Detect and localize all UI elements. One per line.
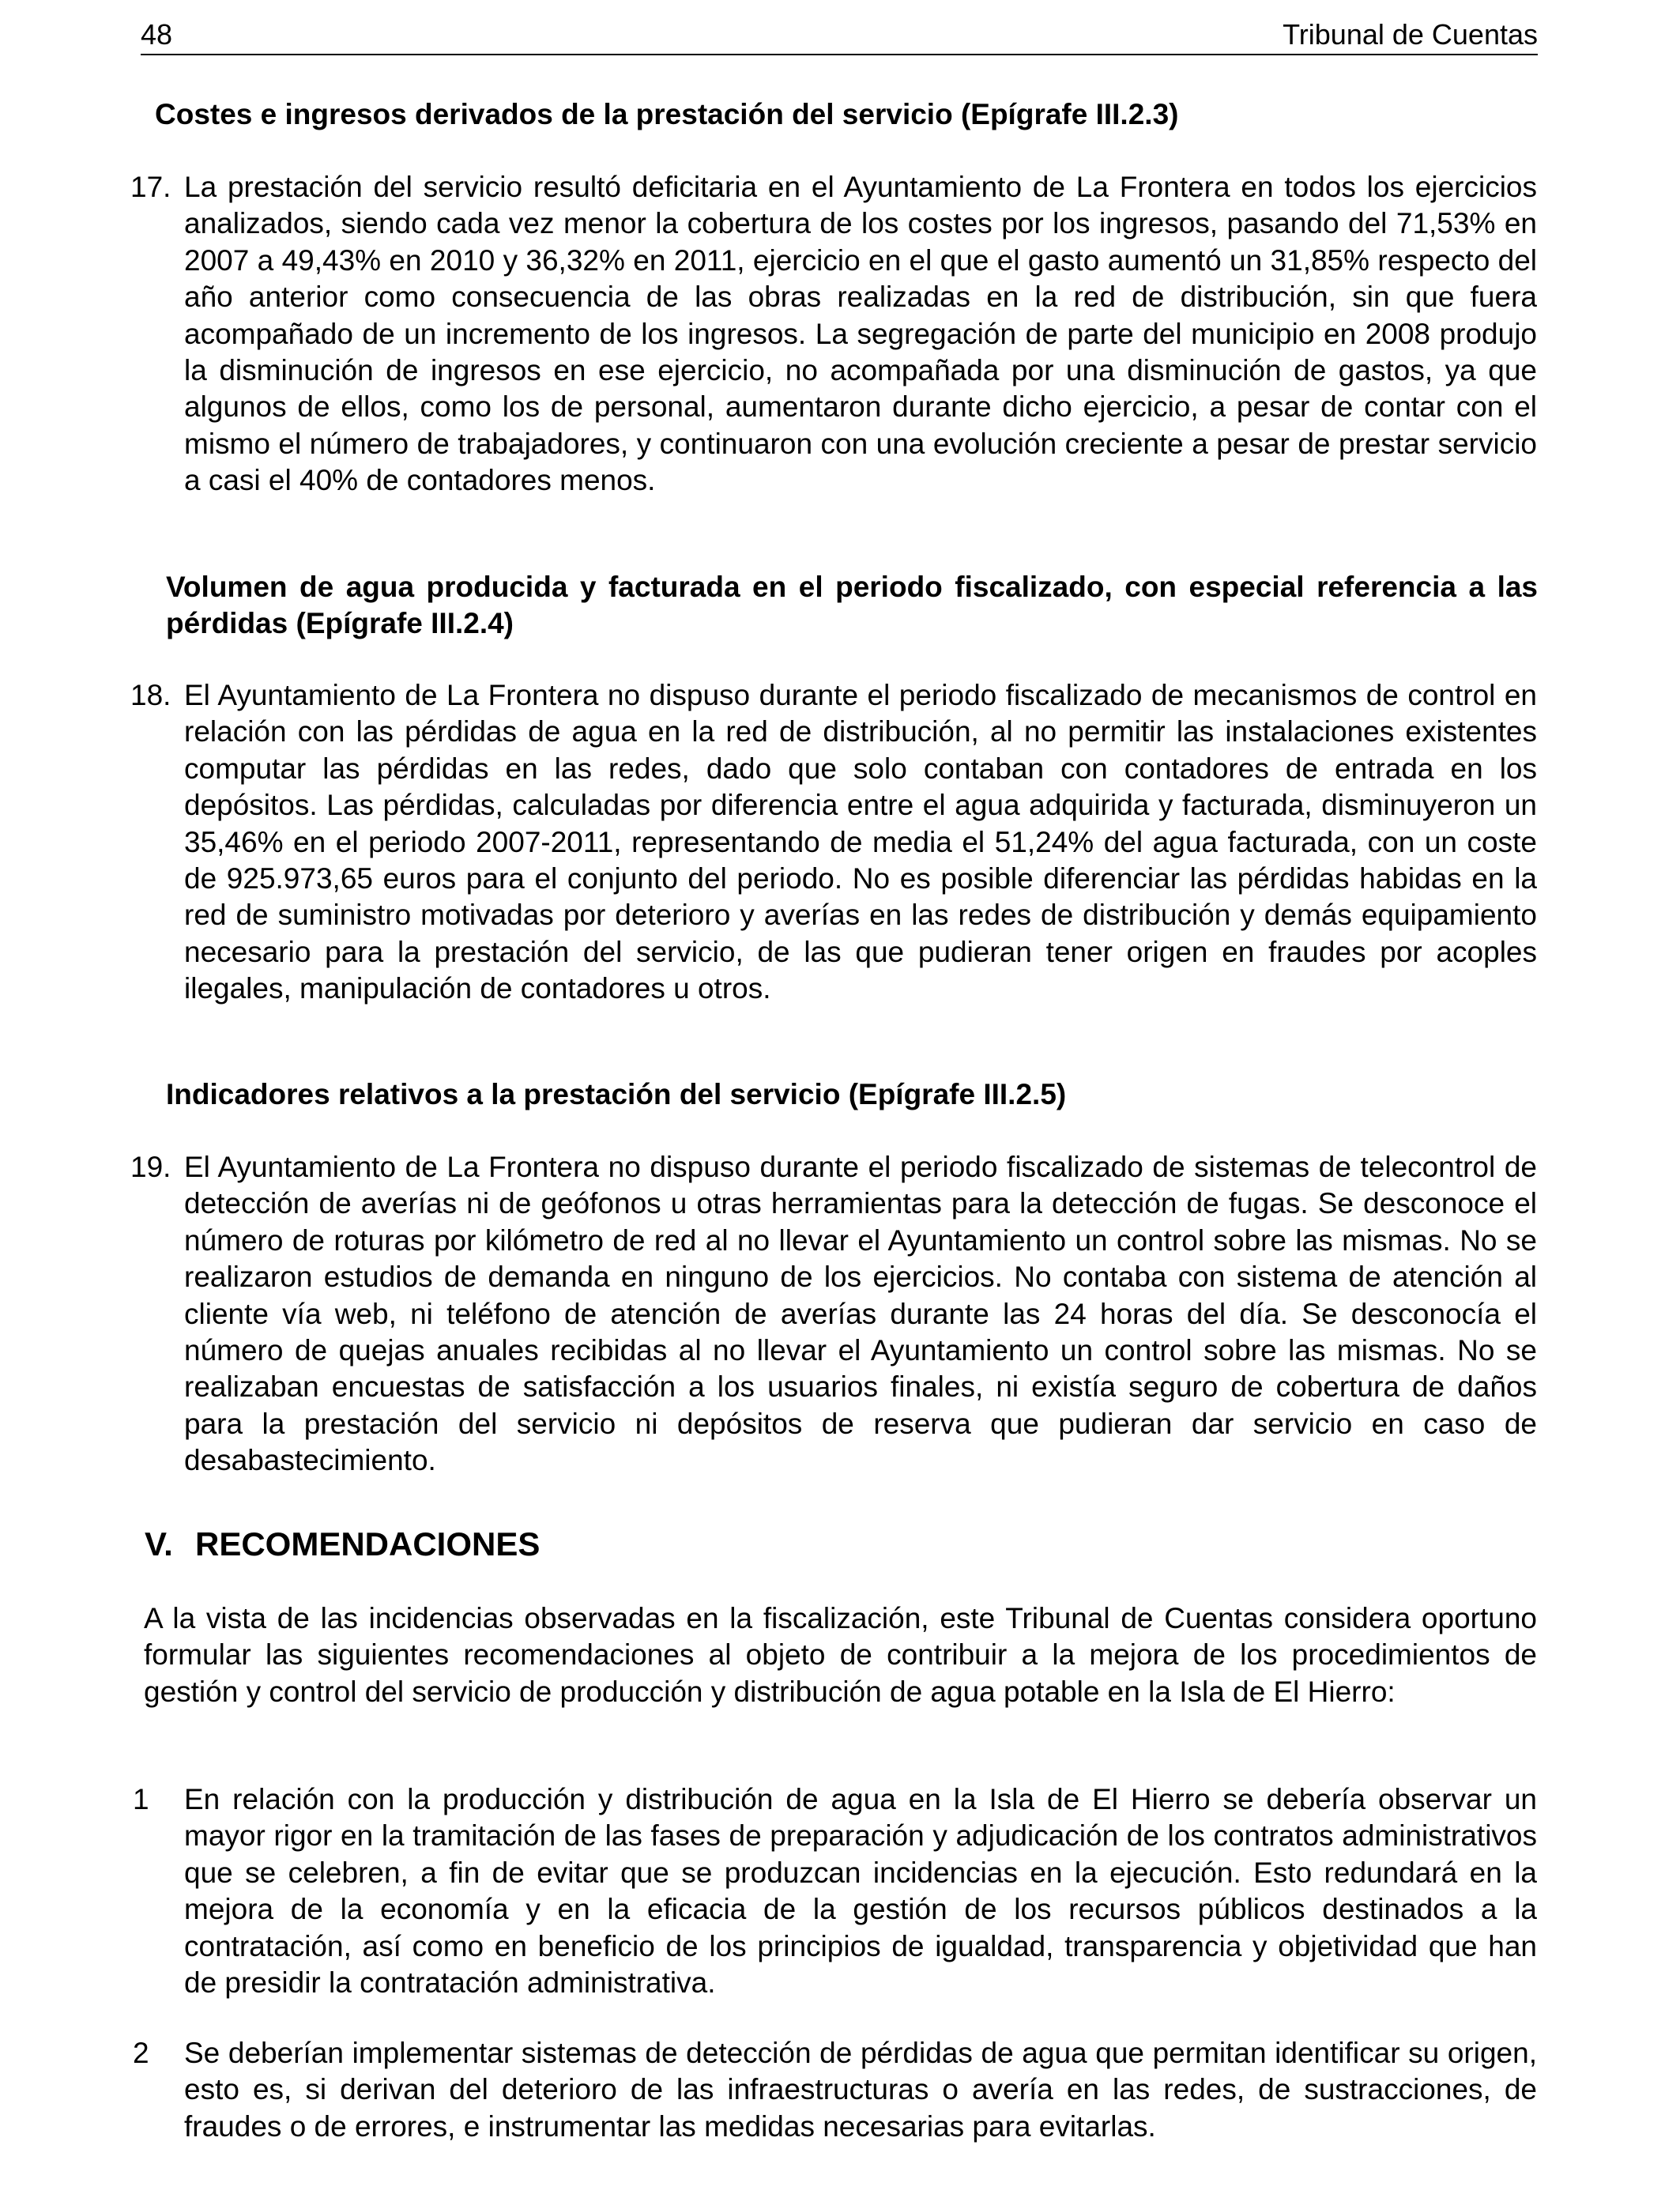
section-title (145, 1524, 540, 1565)
paragraph-number: 17. (130, 171, 171, 203)
section-title-text: RECOMENDACIONES (195, 1525, 541, 1563)
recommendation-1: En relación con la producción y distribución de agua en la Isla de El Hierro se debería observar un mayor rigor en la tramitación de las fases de preparación y adjudicación de los contratos administrativos que se celebren, a fin de evitar que se produzcan incidencias en la ejecución. Esto redundará en la mejora de la economía y en la eficacia de la gestión de los recursos públicos destinados a la contratación, así como en beneficio de los principios de igualdad, transparencia y objetividad que han de presidir la contratación administrativa. (184, 1783, 1537, 2000)
page-header (141, 16, 1538, 55)
subheading-costes: Costes e ingresos derivados de la prestación del servicio (Epígrafe III.2.3) (155, 98, 1179, 130)
section-intro: A la vista de las incidencias observadas en la fiscalización, este Tribunal de Cuentas considera oportuno formular las siguientes recomendaciones al objeto de contribuir a la mejora de los procedimientos de gestión y control del servicio de producción y distribución de agua potable en la Isla de El Hierro: (144, 1602, 1537, 1708)
page-number: 48 (141, 18, 173, 51)
subheading-indicadores: Indicadores relativos a la prestación del servicio (Epígrafe III.2.5) (166, 1078, 1067, 1110)
paragraph-17: La prestación del servicio resultó deficitaria en el Ayuntamiento de La Frontera en todos los ejercicios analizados, siendo cada vez menor la cobertura de los costes por los ingresos, pasando del 71,53% en 2007 a 49,43% en 2010 y 36,32% en 2011, ejercicio en el que el gasto aumentó un 31,85% respecto del año anterior como consecuencia de las obras realizadas en la red de distribución, sin que fuera acompañado de un incremento de los ingresos. La segregación de parte del municipio en 2008 produjo la disminución de ingresos en ese ejercicio, no acompañada por una disminución de gastos, ya que algunos de ellos, como los de personal, aumentaron durante dicho ejercicio, a pesar de contar con el mismo el número de trabajadores, y continuaron con una evolución creciente a pesar de prestar servicio a casi el 40% de contadores menos. (184, 171, 1537, 497)
paragraph-number: 19. (130, 1151, 171, 1183)
paragraph-number: 18. (130, 679, 171, 711)
section-number: V. (145, 1525, 173, 1563)
paragraph-19: El Ayuntamiento de La Frontera no dispuso durante el periodo fiscalizado de sistemas de telecontrol de detección de averías ni de geófonos u otras herramientas para la detección de fugas. Se desconoce el número de roturas por kilómetro de red al no llevar el Ayuntamiento un control sobre las mismas. No se realizaron estudios de demanda en ninguno de los ejercicios. No contaba con sistema de atención al cliente vía web, ni teléfono de atención de averías durante las 24 horas del día. Se desconocía el número de quejas anuales recibidas al no llevar el Ayuntamiento un control sobre las mismas. No se realizaban encuestas de satisfacción a los usuarios finales, ni existía seguro de cobertura de daños para la prestación del servicio ni depósitos de reserva que pudieran dar servicio en caso de desabastecimiento. (184, 1151, 1537, 1477)
recommendation-2: Se deberían implementar sistemas de detección de pérdidas de agua que permitan identificar su origen, esto es, si derivan del deterioro de las infraestructuras o avería en las redes, de sustracciones, de fraudes o de errores, e instrumentar las medidas necesarias para evitarlas. (184, 2037, 1537, 2143)
subheading-volumen: Volumen de agua producida y facturada en el periodo fiscalizado, con especial referencia a las pérdidas (Epígrafe III.2.4) (166, 571, 1538, 639)
running-title: Tribunal de Cuentas (1283, 18, 1538, 51)
recommendation-number: 1 (133, 1783, 149, 1815)
paragraph-18: El Ayuntamiento de La Frontera no dispuso durante el periodo fiscalizado de mecanismos de control en relación con las pérdidas de agua en la red de distribución, al no permitir las instalaciones existentes computar las pérdidas en las redes, dado que solo contaban con contadores de entrada en los depósitos. Las pérdidas, calculadas por diferencia entre el agua adquirida y facturada, disminuyeron un 35,46% en el periodo 2007-2011, representando de media el 51,24% del agua facturada, con un coste de 925.973,65 euros para el conjunto del periodo. No es posible diferenciar las pérdidas habidas en la red de suministro motivadas por deterioro y averías en las redes de distribución y demás equipamiento necesario para la prestación del servicio, de las que pudieran tener origen en fraudes por acoples ilegales, manipulación de contadores u otros. (184, 679, 1537, 1005)
recommendation-number: 2 (133, 2037, 149, 2069)
